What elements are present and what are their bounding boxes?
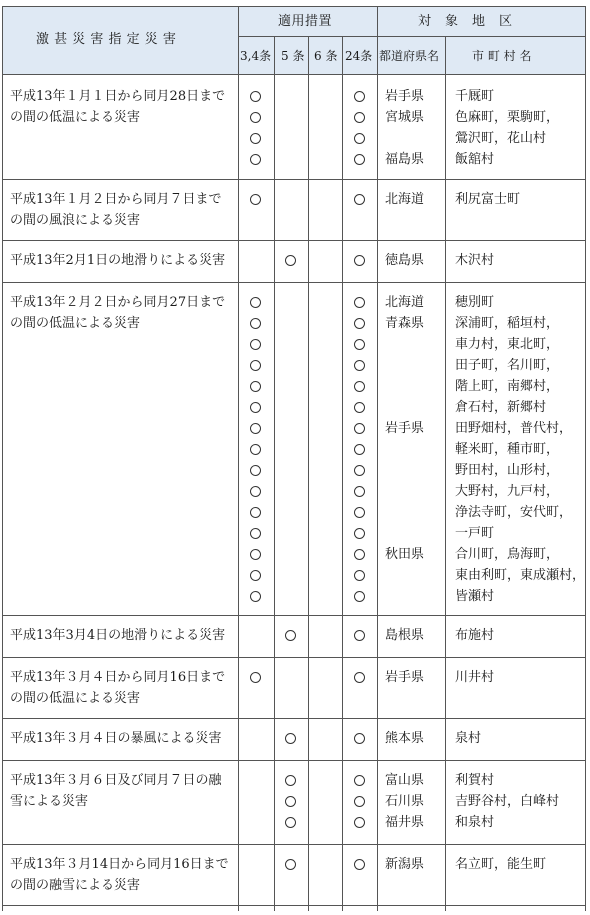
prefecture-name: 岩手県 [385,421,425,436]
measure-c34-mark [250,507,261,518]
municipality-name: 泉村 [455,731,482,746]
measure-c24-mark [354,381,365,392]
header-mid-line [238,36,585,37]
municipality-name: 木沢村 [455,253,495,268]
prefecture-name: 宮城県 [385,110,425,125]
municipality-name: 田子町，名川町， [455,358,560,373]
disaster-name: 平成13年2月1日の地滑りによる災害 [10,253,226,268]
measure-c5-mark [285,817,296,828]
row-divider [2,718,585,719]
measure-c34-mark [250,360,261,371]
municipality-name: 利尻富士町 [455,192,521,207]
measure-c24-mark [354,360,365,371]
measure-c34-mark [250,486,261,497]
border-left [2,6,3,911]
border-right [585,6,586,911]
prefecture-name: 青森県 [385,316,425,331]
prefecture-name: 北海道 [385,295,425,310]
measure-c24-mark [354,486,365,497]
row-divider [2,179,585,180]
disaster-name: 平成13年１月１日から同月28日まで [10,89,226,104]
measure-c24-mark [354,339,365,350]
measure-c34-mark [250,339,261,350]
prefecture-name: 徳島県 [385,253,425,268]
measure-c24-mark [354,570,365,581]
header-target-area: 対 象 地 区 [418,14,513,29]
disaster-name: 平成13年３月４日から同月16日まで [10,670,226,685]
municipality-name: 布施村 [455,628,495,643]
measure-c24-mark [354,465,365,476]
row-divider [2,905,585,906]
measure-c34-mark [250,381,261,392]
disaster-name: の間の低温による災害 [10,316,141,331]
measure-c34-mark [250,570,261,581]
prefecture-name: 石川県 [385,794,425,809]
row-divider [2,282,585,283]
measure-c34-mark [250,133,261,144]
row-divider [2,844,585,845]
measure-c34-mark [250,423,261,434]
col-line-3 [308,37,309,911]
disaster-name: 平成13年３月６日及び同月７日の融 [10,773,222,788]
disaster-name: の間の風浪による災害 [10,213,141,228]
prefecture-name: 熊本県 [385,731,425,746]
measure-c5-mark [285,255,296,266]
measure-c24-mark [354,444,365,455]
prefecture-name: 北海道 [385,192,425,207]
prefecture-name: 島根県 [385,628,425,643]
col-line-5 [377,6,378,911]
row-divider [2,615,585,616]
municipality-name: 名立町，能生町 [455,857,547,872]
measure-c34-mark [250,402,261,413]
header-disaster-col: 激 甚 災 害 指 定 災 害 [36,32,177,47]
municipality-name: 車力村，東北町， [455,337,560,352]
measure-c24-mark [354,528,365,539]
municipality-name: 大野村，九戸村， [455,484,560,499]
municipality-name: 深浦町，稲垣村， [455,316,560,331]
measure-c24-mark [354,297,365,308]
disaster-name: 平成13年３月14日から同月16日まで [10,857,229,872]
measure-c24-mark [354,672,365,683]
municipality-name: 階上町，南郷村， [455,379,560,394]
row-divider [2,240,585,241]
municipality-name: 吉野谷村，白峰村 [455,794,560,809]
measure-c34-mark [250,672,261,683]
col-line-1 [238,6,239,911]
municipality-name: 利賀村 [455,773,495,788]
measure-c5-mark [285,775,296,786]
municipality-name: 浄法寺町，安代町， [455,505,573,520]
col-line-2 [274,37,275,911]
municipality-name: 野田村，山形村， [455,463,560,478]
row-divider [2,760,585,761]
col-line-6 [445,37,446,911]
municipality-name: 飯舘村 [455,152,495,167]
municipality-name: 倉石村，新郷村 [455,400,547,415]
prefecture-name: 岩手県 [385,670,425,685]
disaster-name: 平成13年3月4日の地滑りによる災害 [10,628,226,643]
measure-c24-mark [354,591,365,602]
header-bottom-line [2,74,585,75]
municipality-name: 一戸町 [455,526,495,541]
measure-c24-mark [354,402,365,413]
municipality-name: 穂別町 [455,295,495,310]
measure-c24-mark [354,775,365,786]
prefecture-name: 秋田県 [385,547,425,562]
measure-c24-mark [354,194,365,205]
municipality-name: 川井村 [455,670,495,685]
measure-c34-mark [250,297,261,308]
disaster-name: 平成13年２月２日から同月27日まで [10,295,226,310]
measure-c34-mark [250,318,261,329]
measure-c24-mark [354,318,365,329]
municipality-name: 千厩町 [455,89,495,104]
row-divider [2,657,585,658]
measure-c24-mark [354,133,365,144]
measure-c34-mark [250,112,261,123]
header-col-5: 5 条 [281,49,305,63]
measure-c34-mark [250,591,261,602]
measure-c5-mark [285,733,296,744]
prefecture-name: 福島県 [385,152,425,167]
measure-c5-mark [285,859,296,870]
measure-c24-mark [354,423,365,434]
col-line-4 [342,37,343,911]
header-col-city: 市 町 村 名 [472,49,532,63]
border-top [2,6,585,7]
measure-c24-mark [354,859,365,870]
disaster-name: 雪による災害 [10,794,89,809]
measure-c5-mark [285,796,296,807]
measure-c24-mark [354,630,365,641]
disaster-name: の間の低温による災害 [10,691,141,706]
header-col-6: 6 条 [314,49,338,63]
measure-c34-mark [250,528,261,539]
measure-c34-mark [250,91,261,102]
municipality-name: 東由利町，東成瀬村， [455,568,586,583]
municipality-name: 色麻町，栗駒町， [455,110,560,125]
measure-c24-mark [354,549,365,560]
measure-c5-mark [285,630,296,641]
municipality-name: 軽米町，種市町， [455,442,560,457]
header-col-24: 24条 [345,49,373,63]
measure-c24-mark [354,796,365,807]
prefecture-name: 福井県 [385,815,425,830]
measure-c34-mark [250,194,261,205]
prefecture-name: 新潟県 [385,857,425,872]
municipality-name: 合川町，鳥海町， [455,547,560,562]
municipality-name: 田野畑村，普代村， [455,421,573,436]
measure-c24-mark [354,255,365,266]
measure-c24-mark [354,733,365,744]
measure-c24-mark [354,91,365,102]
disaster-name: 平成13年１月２日から同月７日まで [10,192,222,207]
disaster-name: の間の融雪による災害 [10,878,141,893]
municipality-name: 和泉村 [455,815,495,830]
measure-c34-mark [250,549,261,560]
municipality-name: 皆瀬村 [455,589,495,604]
measure-c24-mark [354,112,365,123]
header-col-pref: 都道府県名 [379,49,440,63]
header-measures: 適用措置 [278,14,333,29]
prefecture-name: 岩手県 [385,89,425,104]
header-col-34: 3,4条 [240,49,272,63]
measure-c34-mark [250,465,261,476]
disaster-name: 平成13年３月４日の暴風による災害 [10,731,222,746]
prefecture-name: 富山県 [385,773,425,788]
measure-c34-mark [250,444,261,455]
measure-c24-mark [354,817,365,828]
disaster-name: の間の低温による災害 [10,110,141,125]
measure-c24-mark [354,507,365,518]
municipality-name: 鶯沢町，花山村 [455,131,547,146]
measure-c34-mark [250,154,261,165]
measure-c24-mark [354,154,365,165]
